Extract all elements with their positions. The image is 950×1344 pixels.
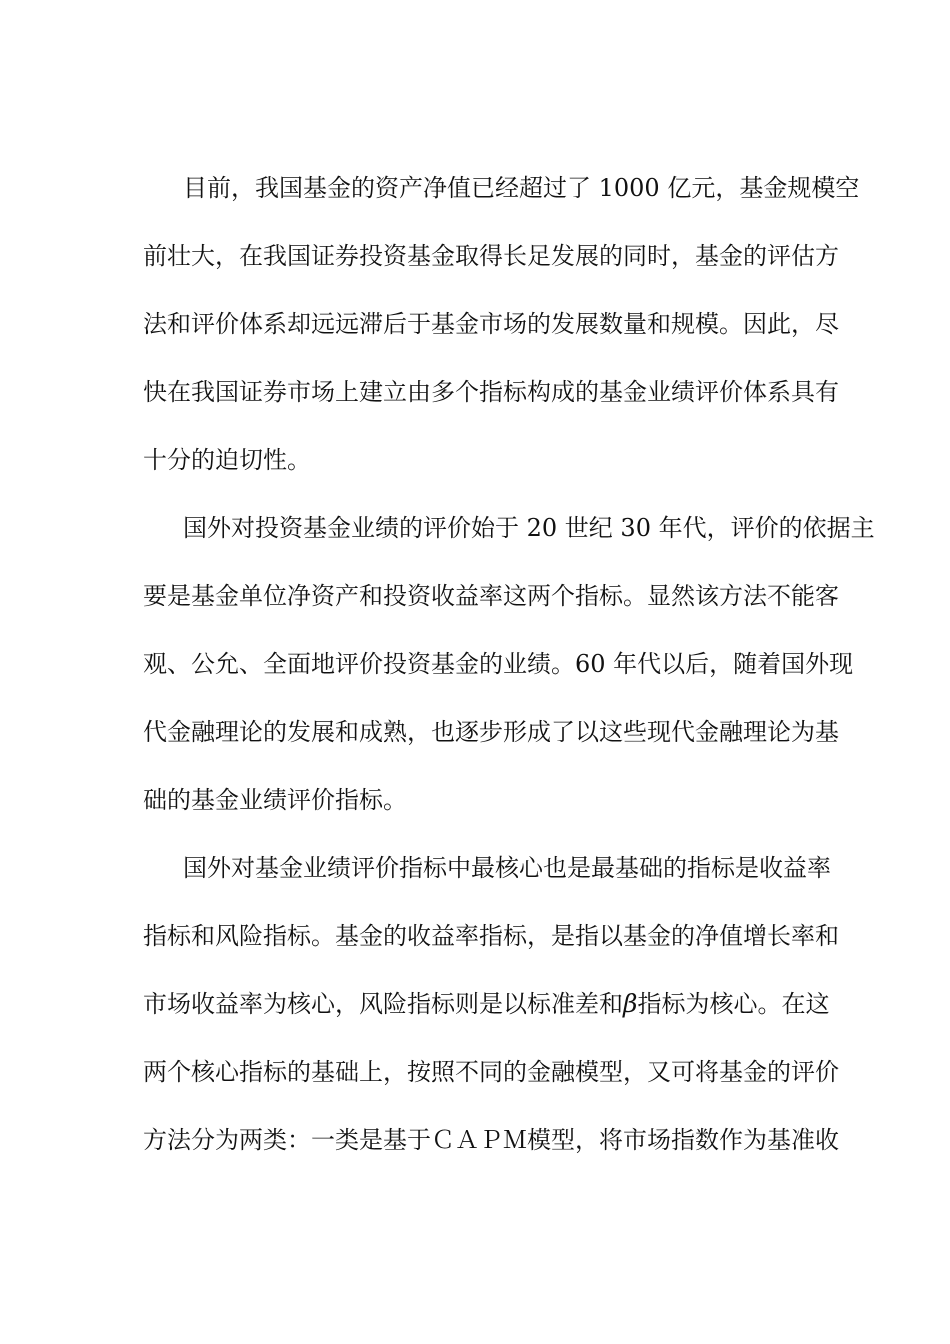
text-line: 指标和风险指标。基金的收益率指标，是指以基金的净值增长率和 bbox=[143, 922, 839, 950]
text-line: 国外对基金业绩评价指标中最核心也是最基础的指标是收益率 bbox=[183, 854, 831, 882]
text-line: 代金融理论的发展和成熟，也逐步形成了以这些现代金融理论为基 bbox=[143, 718, 839, 746]
text-line: 十分的迫切性。 bbox=[143, 446, 311, 474]
text-line: 方法分为两类：一类是基于ＣＡＰＭ模型，将市场指数作为基准收 bbox=[143, 1126, 839, 1154]
text-line: 快在我国证券市场上建立由多个指标构成的基金业绩评价体系具有 bbox=[143, 378, 839, 406]
text-segment: 指标为核心。在这 bbox=[637, 990, 830, 1018]
text-line: 要是基金单位净资产和投资收益率这两个指标。显然该方法不能客 bbox=[143, 582, 839, 610]
text-line-with-symbol bbox=[143, 984, 829, 1024]
beta-symbol: β bbox=[623, 989, 638, 1018]
text-line: 础的基金业绩评价指标。 bbox=[143, 786, 407, 814]
text-segment: 市场收益率为核心，风险指标则是以标准差和 bbox=[143, 990, 623, 1018]
text-line: 国外对投资基金业绩的评价始于 20 世纪 30 年代，评价的依据主 bbox=[183, 514, 875, 542]
text-line: 观、公允、全面地评价投资基金的业绩。60 年代以后，随着国外现 bbox=[143, 650, 854, 678]
text-line: 法和评价体系却远远滞后于基金市场的发展数量和规模。因此，尽 bbox=[143, 310, 839, 338]
text-line: 目前，我国基金的资产净值已经超过了 1000 亿元，基金规模空 bbox=[183, 174, 860, 202]
text-line: 两个核心指标的基础上，按照不同的金融模型，又可将基金的评价 bbox=[143, 1058, 839, 1086]
text-line: 前壮大，在我国证券投资基金取得长足发展的同时，基金的评估方 bbox=[143, 242, 839, 270]
